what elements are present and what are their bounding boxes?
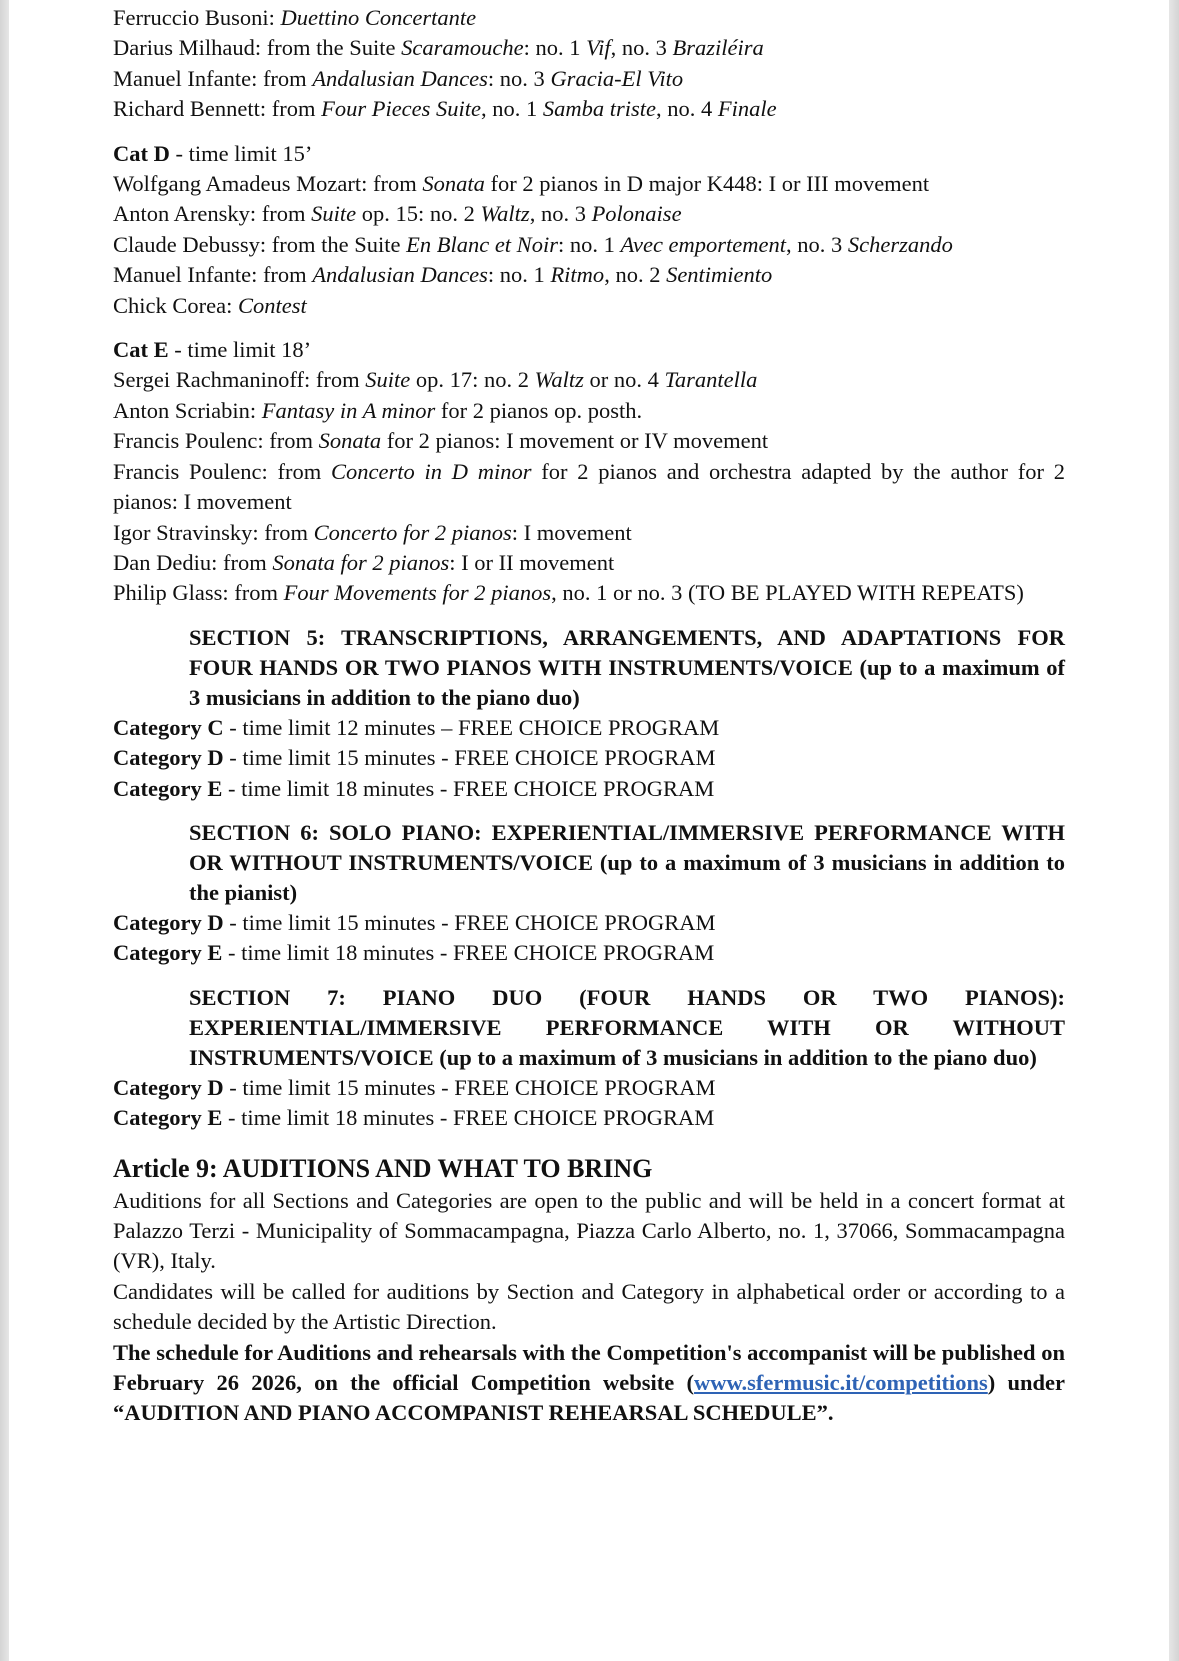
work-title: Ritmo bbox=[550, 262, 605, 288]
repertoire-text: , no. 3 bbox=[610, 35, 673, 61]
cat-e-heading bbox=[113, 335, 1065, 365]
repertoire-text: Dan Dediu: from bbox=[113, 549, 273, 575]
work-title: Sonata for 2 pianos bbox=[272, 549, 450, 575]
cat-d-time-limit: - time limit 15’ bbox=[169, 140, 313, 166]
repertoire-text: Anton Arensky: from bbox=[113, 201, 312, 227]
category-time-limit: - time limit 15 minutes - FREE CHOICE PROGRAM bbox=[223, 745, 716, 771]
article-9-heading: Article 9: AUDITIONS AND WHAT TO BRING bbox=[113, 1153, 653, 1183]
section-6-block bbox=[113, 818, 1065, 969]
work-title: Andalusian Dances bbox=[312, 65, 488, 91]
article-9-paragraph-venue: Auditions for all Sections and Categories are open to the public and will be held in a concert format at Palazzo Terzi - Municipality of Sommacampagna, Piazza Carlo Alberto, no. 1, 37066, Sommacampagna (VR), Italy. bbox=[113, 1187, 1065, 1274]
work-title: Avec emportement bbox=[620, 231, 787, 257]
cat-e-block bbox=[113, 335, 1065, 609]
work-title: Sonata bbox=[422, 171, 485, 197]
repertoire-item bbox=[113, 230, 1065, 260]
category-line bbox=[113, 743, 1065, 773]
category-label: Category D bbox=[113, 1074, 224, 1100]
work-title: Polonaise bbox=[591, 201, 682, 227]
work-title: Concerto for 2 pianos bbox=[313, 519, 512, 545]
category-time-limit: - time limit 15 minutes - FREE CHOICE PROGRAM bbox=[223, 909, 716, 935]
section-7-heading: SECTION 7: PIANO DUO (FOUR HANDS OR TWO PIANOS): EXPERIENTIAL/IMMERSIVE PERFORMANCE WITH OR WITHOUT INSTRUMENTS/VOICE (up to a maximum of 3 musicians in addition to the piano duo) bbox=[189, 984, 1065, 1070]
work-title: Samba triste bbox=[542, 96, 657, 122]
category-time-limit: - time limit 18 minutes - FREE CHOICE PROGRAM bbox=[222, 1105, 715, 1131]
repertoire-text: : no. 1 bbox=[557, 231, 621, 257]
page-edge-left bbox=[0, 0, 9, 1661]
category-label: Category D bbox=[113, 745, 224, 771]
work-title: Scherzando bbox=[847, 231, 953, 257]
repertoire-text: Igor Stravinsky: from bbox=[113, 519, 314, 545]
repertoire-item bbox=[113, 94, 1065, 124]
repertoire-text: Darius Milhaud: from the Suite bbox=[113, 35, 402, 61]
section-6-heading: SECTION 6: SOLO PIANO: EXPERIENTIAL/IMMERSIVE PERFORMANCE WITH OR WITHOUT INSTRUMENTS/VOICE (up to a maximum of 3 musicians in addition to the pianist) bbox=[189, 819, 1065, 905]
repertoire-text: : no. 1 bbox=[487, 262, 551, 288]
repertoire-item bbox=[113, 291, 1065, 321]
repertoire-text: Wolfgang Amadeus Mozart: from bbox=[113, 171, 423, 197]
work-title: Duettino Concertante bbox=[280, 5, 477, 30]
repertoire-item bbox=[113, 457, 1065, 518]
cat-d-block bbox=[113, 139, 1065, 321]
work-title: Fantasy in A minor bbox=[261, 397, 436, 423]
category-time-limit: - time limit 15 minutes - FREE CHOICE PROGRAM bbox=[223, 1074, 716, 1100]
work-title: Gracia-El Vito bbox=[550, 65, 684, 91]
repertoire-text: Claude Debussy: from the Suite bbox=[113, 231, 407, 257]
repertoire-item bbox=[113, 365, 1065, 395]
repertoire-text: Philip Glass: from bbox=[113, 580, 284, 606]
category-line bbox=[113, 1103, 1065, 1133]
repertoire-text: Manuel Infante: from bbox=[113, 262, 313, 288]
repertoire-item bbox=[113, 169, 1065, 199]
repertoire-item bbox=[113, 426, 1065, 456]
work-title: Finale bbox=[717, 96, 777, 122]
work-title: Tarantella bbox=[664, 367, 758, 393]
repertoire-text: for 2 pianos and orchestra adapted by the author for 2 pianos: I movement bbox=[113, 458, 1065, 515]
repertoire-text: , no. 3 bbox=[529, 201, 592, 227]
repertoire-text: Manuel Infante: from bbox=[113, 65, 313, 91]
work-title: Four Pieces Suite bbox=[321, 96, 482, 122]
section-7-categories bbox=[113, 1073, 1065, 1134]
repertoire-text: , no. 3 bbox=[786, 231, 848, 257]
category-line bbox=[113, 1073, 1065, 1103]
category-label: Category C bbox=[113, 714, 224, 740]
repertoire-item bbox=[113, 396, 1065, 426]
repertoire-item bbox=[113, 33, 1065, 63]
competitions-website-link[interactable]: www.sfermusic.it/competitions bbox=[694, 1370, 988, 1395]
work-title: Waltz bbox=[480, 201, 530, 227]
cat-e-time-limit: - time limit 18’ bbox=[168, 337, 312, 363]
repertoire-text: op. 15: no. 2 bbox=[356, 201, 481, 227]
repertoire-text: Ferruccio Busoni: bbox=[113, 5, 281, 30]
schedule-text-before-link: The schedule for Auditions and rehearsals with the Competition's accompanist will be published on February 26 2026, on the official Competition website ( bbox=[113, 1339, 1065, 1395]
repertoire-text: for 2 pianos: I movement or IV movement bbox=[381, 428, 769, 454]
work-title: Concerto in D minor bbox=[331, 458, 532, 484]
category-line bbox=[113, 713, 1065, 743]
cat-d-heading bbox=[113, 139, 1065, 169]
work-title: En Blanc et Noir bbox=[406, 231, 558, 257]
category-line bbox=[113, 908, 1065, 938]
repertoire-item bbox=[113, 548, 1065, 578]
repertoire-text: Chick Corea: bbox=[113, 292, 238, 318]
page-edge-right bbox=[1169, 0, 1179, 1661]
category-label: Category E bbox=[113, 1105, 223, 1131]
section-5-block bbox=[113, 623, 1065, 804]
work-title: Braziléira bbox=[672, 35, 764, 61]
work-title: Four Movements for 2 pianos bbox=[283, 580, 552, 606]
repertoire-text: Richard Bennett: from bbox=[113, 96, 322, 122]
work-title: Andalusian Dances bbox=[312, 262, 488, 288]
work-title: Suite bbox=[311, 201, 357, 227]
category-line bbox=[113, 938, 1065, 968]
repertoire-text: , no. 1 or no. 3 (TO BE PLAYED WITH REPEATS) bbox=[551, 580, 1024, 606]
repertoire-text: for 2 pianos in D major K448: I or III movement bbox=[484, 171, 930, 197]
repertoire-text: : no. 1 bbox=[523, 35, 587, 61]
repertoire-item bbox=[113, 64, 1065, 94]
section-5-categories bbox=[113, 713, 1065, 804]
article-9-block bbox=[113, 1152, 1065, 1429]
repertoire-text: Francis Poulenc: from bbox=[113, 428, 319, 454]
repertoire-text: Sergei Rachmaninoff: from bbox=[113, 367, 366, 393]
repertoire-item bbox=[113, 260, 1065, 290]
work-title: Sentimiento bbox=[666, 262, 773, 288]
article-9-paragraph-schedule bbox=[113, 1338, 1065, 1429]
repertoire-item bbox=[113, 3, 1065, 33]
category-label: Category E bbox=[113, 940, 223, 966]
section-7-block bbox=[113, 983, 1065, 1134]
repertoire-text: op. 17: no. 2 bbox=[410, 367, 535, 393]
work-title: Vif bbox=[586, 35, 611, 61]
section-6-categories bbox=[113, 908, 1065, 969]
cat-d-label: Cat D bbox=[113, 140, 170, 166]
cat-e-repertoire-list bbox=[113, 365, 1065, 608]
repertoire-text: Anton Scriabin: bbox=[113, 397, 262, 423]
repertoire-text: , no. 4 bbox=[656, 96, 718, 122]
schedule-text-after-link: ) under “AUDITION AND PIANO ACCOMPANIST REHEARSAL SCHEDULE”. bbox=[113, 1370, 1066, 1426]
section-5-heading: SECTION 5: TRANSCRIPTIONS, ARRANGEMENTS, AND ADAPTATIONS FOR FOUR HANDS OR TWO PIANOS WITH INSTRUMENTS/VOICE (up to a maximum of 3 musicians in addition to the piano duo) bbox=[189, 624, 1065, 710]
repertoire-text: or no. 4 bbox=[583, 367, 665, 393]
work-title: Scaramouche bbox=[401, 35, 524, 61]
repertoire-text: , no. 1 bbox=[481, 96, 543, 122]
repertoire-item bbox=[113, 199, 1065, 229]
repertoire-text: : I or II movement bbox=[449, 549, 615, 575]
work-title: Contest bbox=[237, 292, 307, 318]
category-time-limit: - time limit 18 minutes - FREE CHOICE PROGRAM bbox=[222, 940, 715, 966]
repertoire-text: for 2 pianos op. posth. bbox=[435, 397, 643, 423]
category-time-limit: - time limit 12 minutes – FREE CHOICE PROGRAM bbox=[223, 714, 720, 740]
cat-d-repertoire-list bbox=[113, 169, 1065, 321]
category-time-limit: - time limit 18 minutes - FREE CHOICE PROGRAM bbox=[222, 775, 715, 801]
repertoire-item bbox=[113, 518, 1065, 548]
repertoire-text: : I movement bbox=[511, 519, 632, 545]
repertoire-text: , no. 2 bbox=[604, 262, 667, 288]
work-title: Sonata bbox=[318, 428, 382, 454]
category-label: Category D bbox=[113, 909, 224, 935]
work-title: Suite bbox=[365, 367, 411, 393]
repertoire-text: Francis Poulenc: from bbox=[113, 458, 331, 484]
repertoire-text: : no. 3 bbox=[487, 65, 551, 91]
article-9-paragraph-order: Candidates will be called for auditions by Section and Category in alphabetical order or according to a schedule decided by the Artistic Direction. bbox=[113, 1278, 1065, 1335]
category-line bbox=[113, 774, 1065, 804]
document-page bbox=[113, 3, 1065, 1429]
cat-c-repertoire-list bbox=[113, 3, 1065, 125]
repertoire-item bbox=[113, 578, 1065, 608]
work-title: Waltz bbox=[534, 367, 584, 393]
category-label: Category E bbox=[113, 775, 223, 801]
cat-e-label: Cat E bbox=[113, 337, 169, 363]
